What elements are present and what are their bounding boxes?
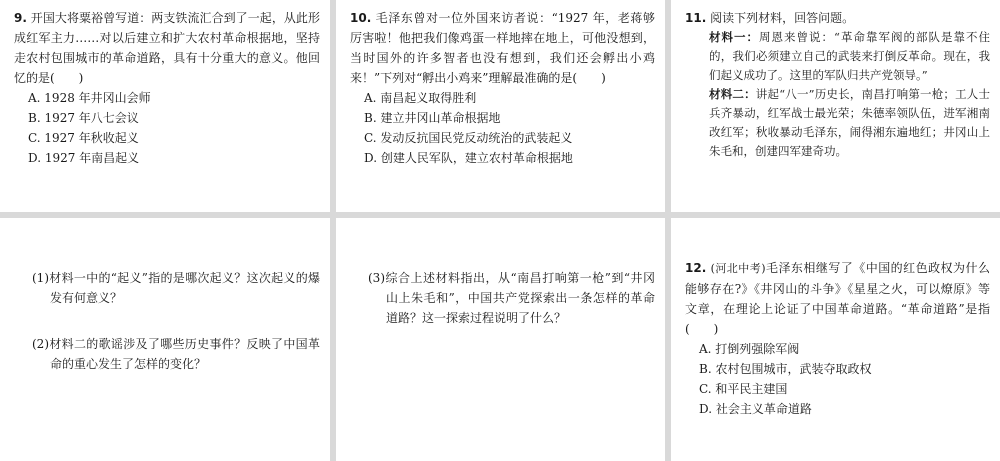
question-text: 毛泽东曾对一位外国来访者说：“1927 年，老蒋够厉害啦！他把我们像鸡蛋一样地摔在地上，可他没想到，当时国外的许多智者也没有想到，我们还会孵出小鸡来！”下列对“孵出小鸡来”理解最准确的是( ) (350, 11, 655, 85)
material-1 (685, 28, 990, 85)
option-a: A. 打倒列强除军阀 (699, 342, 800, 356)
question-text: 阅读下列材料，回答问题。 (710, 11, 855, 25)
question-10-panel (336, 0, 665, 212)
sub-question-3: (3)综合上述材料指出，从“南昌打响第一枪”到“井冈山上朱毛和”，中国共产党探索出一条怎样的革命道路？这一探索过程说明了什么？ (368, 271, 655, 325)
question-12-stem (685, 258, 990, 339)
option-d: D. 1927 年南昌起义 (28, 151, 140, 165)
option-a: A. 南昌起义取得胜利 (364, 91, 477, 105)
question-11-subquestions-panel (0, 218, 330, 461)
question-9-stem (14, 8, 320, 88)
sub-question-2: (2)材料二的歌谣涉及了哪些历史事件？反映了中国革命的重心发生了怎样的变化？ (32, 337, 320, 371)
question-9-panel (0, 0, 330, 212)
question-11-subquestion-3-panel (336, 218, 665, 461)
material-1-label: 材料一： (709, 30, 760, 44)
option-c: C. 1927 年秋收起义 (28, 131, 139, 145)
material-2-text: 讲起“八一”历史长，南昌打响第一枪；工人士兵齐暴动，红军战士最光荣；朱德率领队伍，进军湘南改红军；秋收暴动毛泽东，闹得湘东遍地红；井冈山上朱毛和，创建四军建奇功。 (709, 87, 990, 158)
question-number: 9. (14, 11, 27, 25)
question-12-panel (671, 218, 1000, 461)
question-text: 开国大将粟裕曾写道：两支铁流汇合到了一起，从此形成红军主力……对以后建立和扩大农村革命根据地，坚持走农村包围城市的革命道路，具有十分重大的意义。他回忆的是( ) (14, 11, 320, 85)
question-source: (河北中考) (710, 262, 766, 275)
option-d: D. 创建人民军队，建立农村革命根据地 (364, 151, 573, 165)
answer-space (14, 308, 320, 334)
option-b: B. 建立井冈山革命根据地 (364, 111, 501, 125)
option-a: A. 1928 年井冈山会师 (28, 91, 151, 105)
material-1-text: 周恩来曾说：“革命靠军阀的部队是靠不住的，我们必须建立自己的武装来打倒反革命。现在，我们起义成功了。这里的军队归共产党领导。” (709, 30, 990, 82)
option-c: C. 和平民主建国 (699, 382, 788, 396)
option-d: D. 社会主义革命道路 (699, 402, 812, 416)
option-b: B. 1927 年八七会议 (28, 111, 139, 125)
material-2 (685, 85, 990, 161)
question-number: 10. (350, 11, 372, 25)
sub-question-1: (1)材料一中的“起义”指的是哪次起义？这次起义的爆发有何意义？ (32, 271, 320, 305)
question-number: 11. (685, 11, 707, 25)
option-c: C. 发动反抗国民党反动统治的武装起义 (364, 131, 573, 145)
question-11-panel (671, 0, 1000, 212)
option-b: B. 农村包围城市，武装夺取政权 (699, 362, 872, 376)
material-2-label: 材料二： (709, 87, 756, 101)
question-number: 12. (685, 261, 707, 275)
question-text: 毛泽东相继写了《中国的红色政权为什么能够存在?》《井冈山的斗争》《星星之火，可以燎原》等文章，在理论上论证了中国革命道路。“革命道路”是指( ) (685, 261, 990, 336)
question-11-stem (685, 8, 990, 28)
question-10-stem (350, 8, 655, 88)
